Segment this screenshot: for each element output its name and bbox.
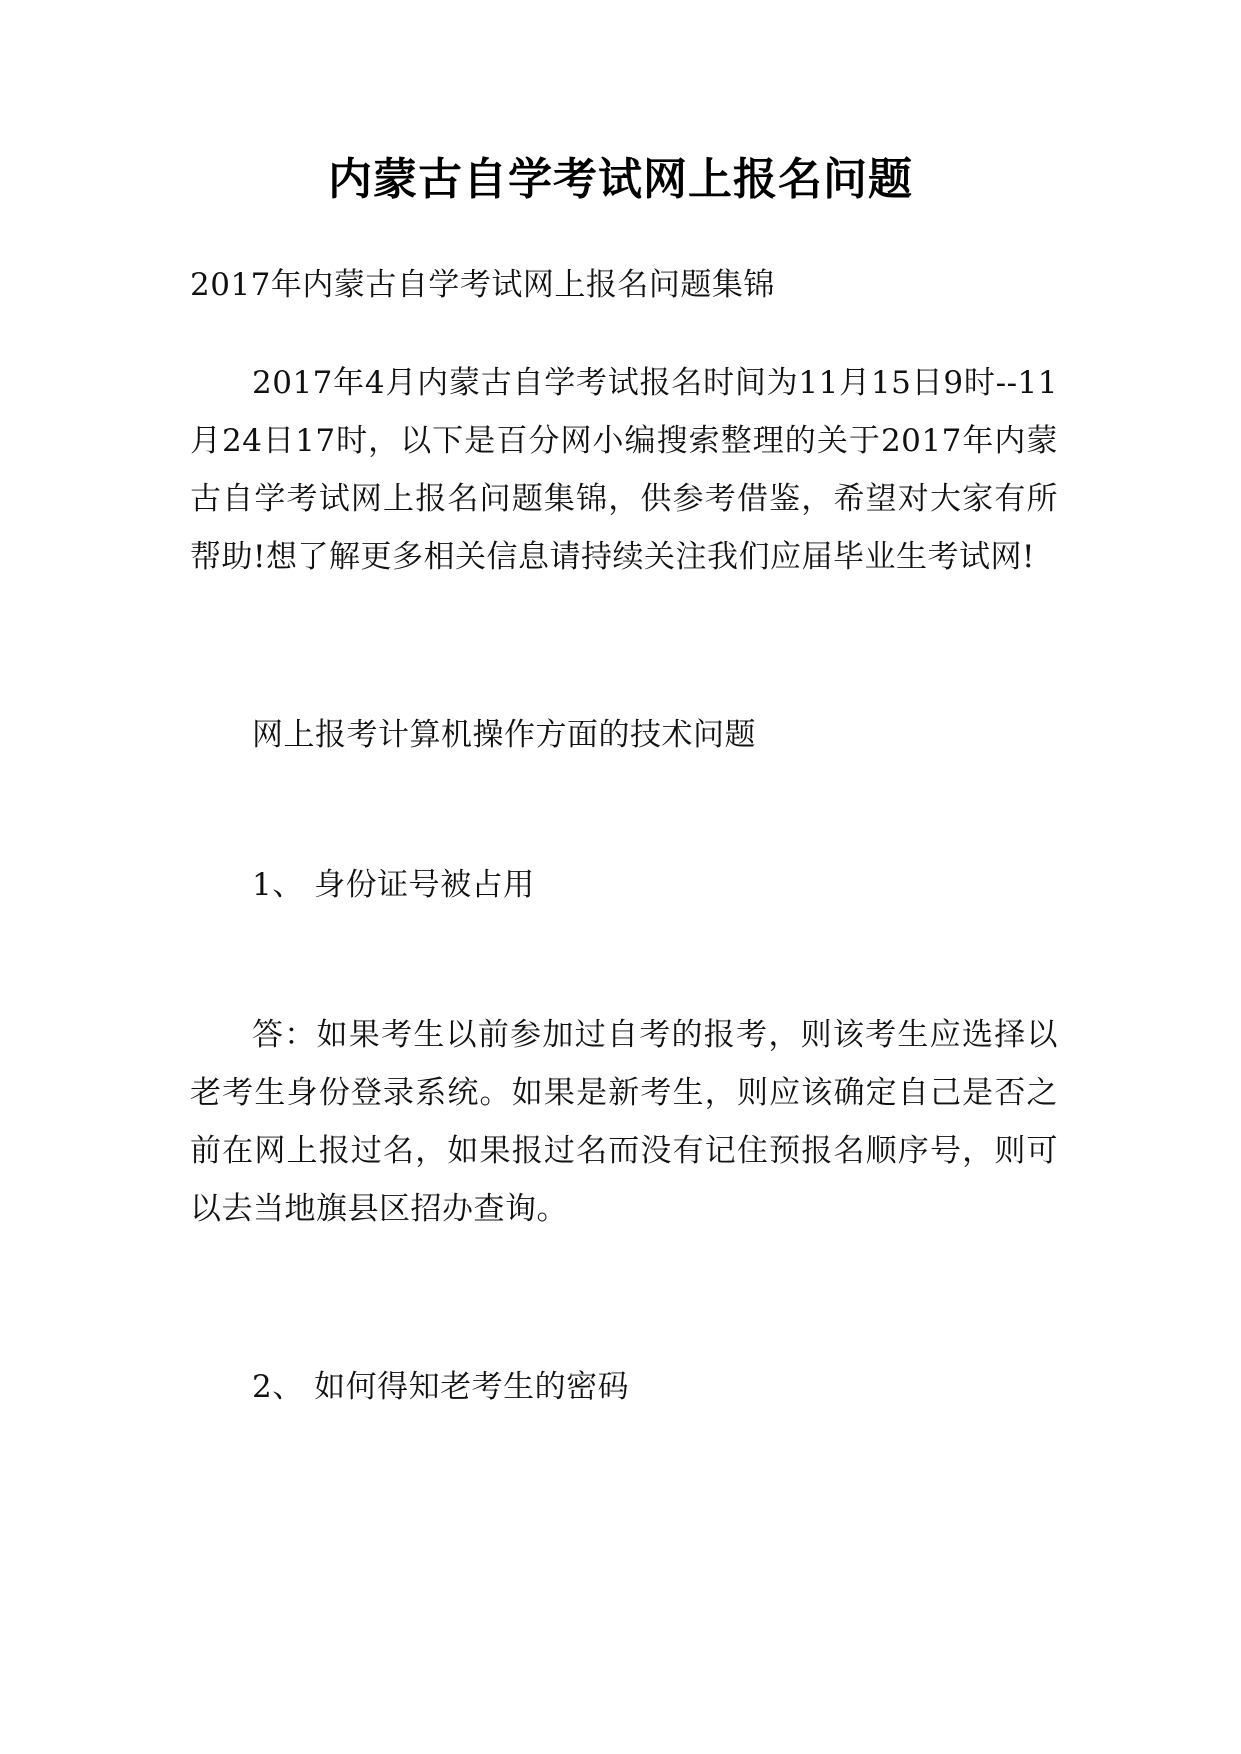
document-subtitle: 2017年内蒙古自学考试网上报名问题集锦: [190, 267, 775, 303]
question-1: 1、 身份证号被占用: [252, 867, 535, 903]
question-2: 2、 如何得知老考生的密码: [252, 1369, 630, 1405]
section-heading: 网上报考计算机操作方面的技术问题: [252, 717, 756, 753]
intro-paragraph: 2017年4月内蒙古自学考试报名时间为11月15日9时--11月24日17时，以下是百分网小编搜索整理的关于2017年内蒙古自学考试网上报名问题集锦，供参考借鉴，希望对大家有所帮助!想了解更多相关信息请持续关注我们应届毕业生考试网!: [190, 365, 1058, 575]
document-title: 内蒙古自学考试网上报名问题: [328, 154, 913, 205]
answer-1: 答：如果考生以前参加过自考的报考，则该考生应选择以老考生身份登录系统。如果是新考生，则应该确定自己是否之前在网上报过名，如果报过名而没有记住预报名顺序号，则可以去当地旗县区招办查询。: [190, 1017, 1058, 1227]
